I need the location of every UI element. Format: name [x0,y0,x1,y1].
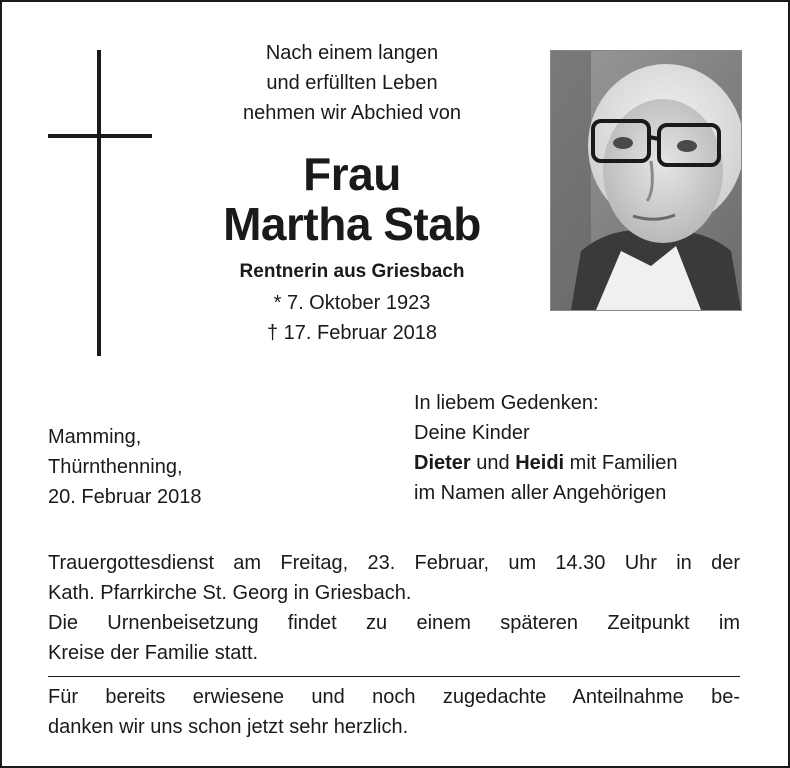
intro-line: nehmen wir Abchied von [243,102,461,124]
deceased-name: Martha Stab [223,198,481,250]
deceased-name-block [172,149,532,249]
divider-line [48,676,740,677]
thanks-line: danken wir uns schon jetzt sehr herzlich. [48,716,409,738]
place-line: Thürnthenning, [48,456,183,478]
families-suffix: mit Familien [569,452,678,474]
deceased-title: Frau [303,148,401,200]
child-name: Heidi [515,452,565,474]
thanks-line: Für bereits erwiesene und noch zugedachte Anteilnahme be- [48,686,740,708]
mourners-heading: In liebem Gedenken: [414,392,599,414]
mourners-line: im Namen aller Angehörigen [414,482,667,504]
mourners-line: Deine Kinder [414,422,530,444]
death-date: † 17. Februar 2018 [266,322,438,344]
intro-line: Nach einem langen [265,42,439,64]
thanks-text [48,682,740,742]
life-dates [192,288,512,348]
connector-word: und [476,452,510,474]
cross-vertical-bar [97,50,101,356]
portrait-photo [550,50,742,311]
intro-text [192,38,512,128]
children-names-line [414,448,754,478]
mourners-block [414,388,754,508]
birth-date: * 7. Oktober 1923 [273,292,431,314]
funeral-service-info [48,548,740,668]
place-and-date [48,422,348,512]
intro-line: und erfüllten Leben [266,72,438,94]
service-line: Trauergottesdienst am Freitag, 23. Februar, um 14.30 Uhr in der [48,552,740,574]
portrait-image [551,51,741,310]
date-line: 20. Februar 2018 [48,486,202,508]
cross-horizontal-bar [48,134,152,138]
deceased-occupation: Rentnerin aus Griesbach [239,261,465,282]
service-line: Die Urnenbeisetzung findet zu einem späteren Zeitpunkt im [48,612,740,634]
service-line: Kath. Pfarrkirche St. Georg in Griesbach. [48,582,412,604]
place-line: Mamming, [48,426,142,448]
service-line: Kreise der Familie statt. [48,642,259,664]
child-name: Dieter [414,452,471,474]
